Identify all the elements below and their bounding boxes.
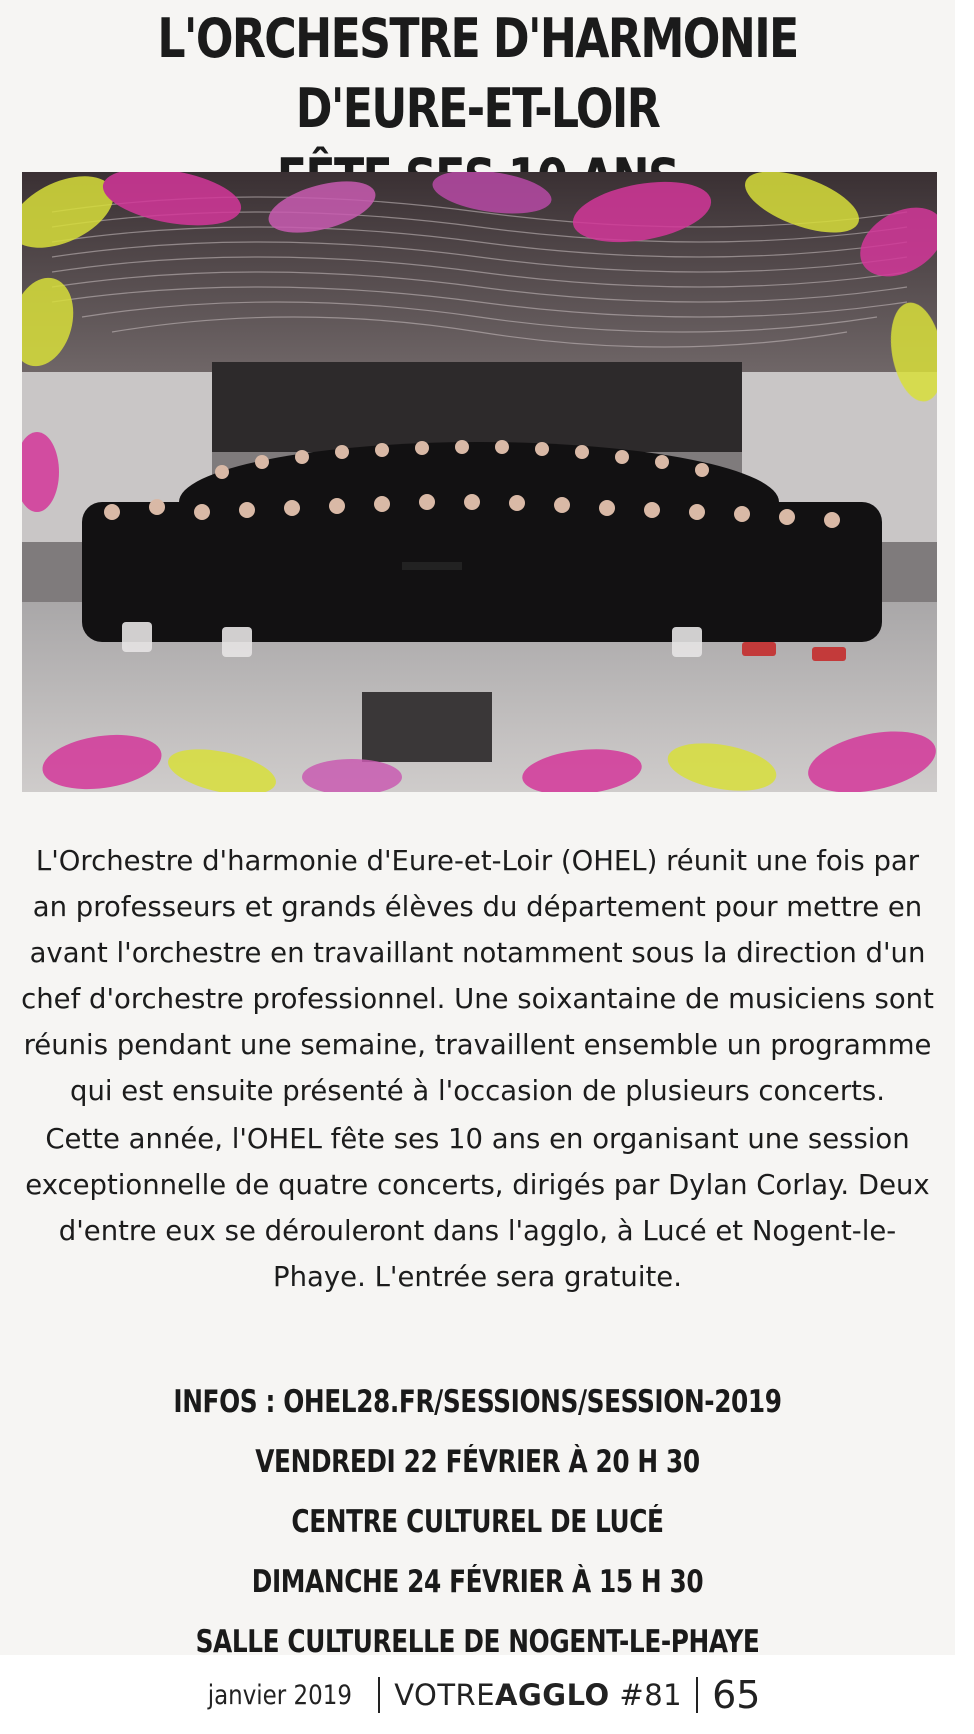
info-event-2-venue: SALLE CULTURELLE DE NOGENT-LE-PHAYE — [195, 1624, 760, 1660]
footer-separator — [696, 1677, 698, 1713]
page-number: 65 — [712, 1673, 761, 1717]
orchestra-photo — [22, 172, 937, 792]
title-line-1: L'ORCHESTRE D'HARMONIE D'EURE-ET-LOIR — [157, 7, 798, 140]
info-event-1-date: VENDREDI 22 FÉVRIER À 20 H 30 — [255, 1444, 700, 1480]
footer-magazine-name — [394, 1678, 682, 1712]
info-website: INFOS : OHEL28.FR/SESSIONS/SESSION-2019 — [173, 1384, 782, 1420]
magazine-name-light: VOTRE — [394, 1678, 496, 1712]
info-event-2-date: DIMANCHE 24 FÉVRIER À 15 H 30 — [251, 1564, 704, 1600]
event-info-block — [0, 1372, 955, 1672]
body-paragraph-1: L'Orchestre d'harmonie d'Eure-et-Loir (OHEL) réunit une fois par an professeurs et grands élèves du département pour mettre en avant l'orchestre en travaillant notamment sous la direction d'un chef d'orchestre professionnel. Une soixantaine de musiciens sont réunis pendant une semaine, travaillent ensemble un programme qui est ensuite présenté à l'occasion de plusieurs concerts. — [21, 845, 934, 1107]
article-body — [20, 838, 935, 1302]
body-paragraph-2: Cette année, l'OHEL fête ses 10 ans en organisant une session exceptionnelle de quatre concerts, dirigés par Dylan Corlay. Deux d'entre eux se dérouleront dans l'agglo, à Lucé et Nogent-le-Phaye. L'entrée sera gratuite. — [25, 1123, 930, 1293]
page-footer — [0, 1665, 955, 1725]
magazine-name-bold: AGGLO — [495, 1678, 610, 1712]
issue-number: #81 — [619, 1678, 683, 1712]
info-event-1-venue: CENTRE CULTUREL DE LUCÉ — [291, 1504, 664, 1540]
footer-separator — [378, 1677, 380, 1713]
orchestra-photo-illustration — [22, 172, 937, 792]
footer-date: janvier 2019 — [207, 1679, 352, 1711]
